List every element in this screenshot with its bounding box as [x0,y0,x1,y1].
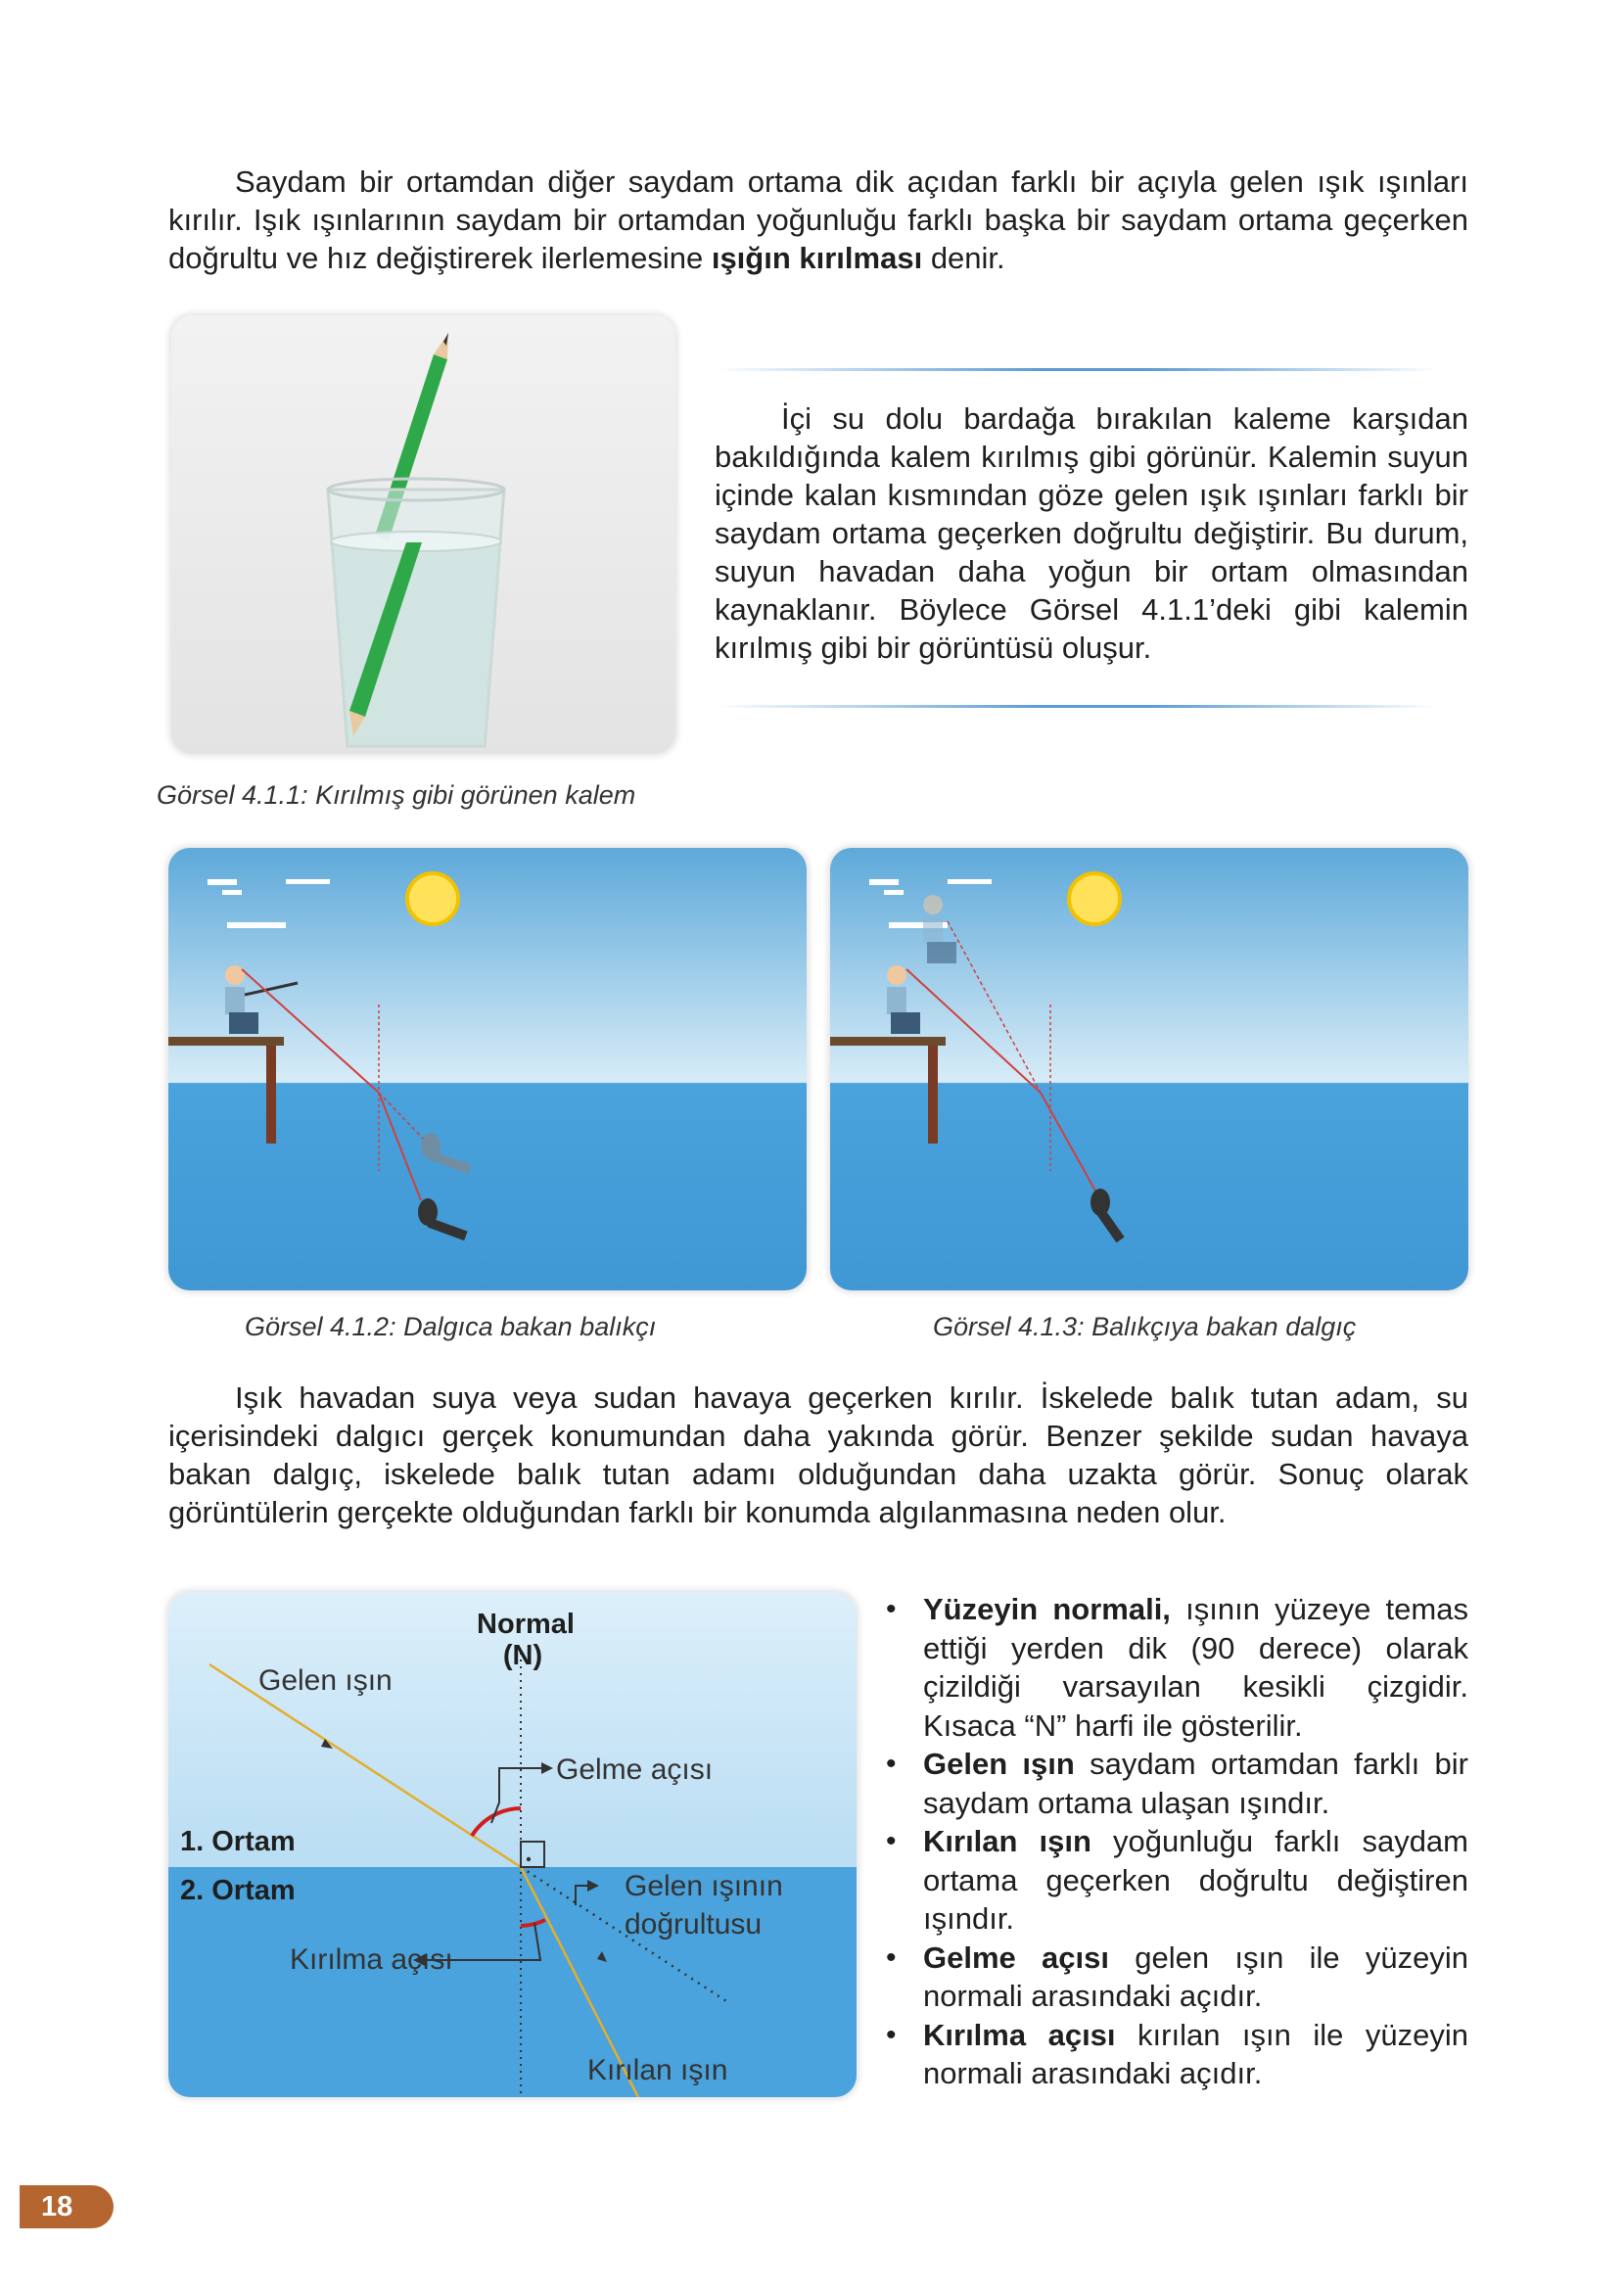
refraction-diagram [168,1592,857,2097]
medium-2-label: 2. Ortam [180,1875,296,1906]
definition-incidence-angle: • Gelme açısı gelen ışın ile yüzeyin normali arasındaki açıdır. [886,1939,1468,2016]
divider-bottom [715,705,1439,708]
definition-surface-normal: • Yüzeyin normali, ışının yüzeye temas ettiği yerden dik (90 derece) olarak çizildiği varsayılan kesikli çizgidir. Kısaca “N” harfi ile gösterilir. [886,1590,1468,1745]
key-term-kirilma: ışığın kırılması [711,241,923,275]
refracted-ray-label: Kırılan ışın [587,2054,728,2086]
figure-fisherman-looking-at-diver [168,848,807,1290]
definition-incident-ray: • Gelen ışın saydam ortamdan farklı bir saydam ortama ulaşan ışındır. [886,1745,1468,1822]
caption-figure-4-1-2: Görsel 4.1.2: Dalgıca bakan balıkçı [245,1312,657,1341]
caption-figure-4-1-1: Görsel 4.1.1: Kırılmış gibi görünen kalem [157,780,636,810]
incident-direction-label-2: doğrultusu [625,1908,763,1940]
refraction-angle-label: Kırılma açısı [290,1943,453,1976]
fisherman-scene [168,848,807,1290]
divider-top [715,368,1439,371]
figure-diver-looking-at-fisherman [830,848,1468,1290]
medium-1-label: 1. Ortam [180,1826,296,1857]
refraction-diagram-svg [168,1592,857,2097]
refraction-perception-paragraph: Işık havadan suya veya sudan havaya geçerken kırılır. İskelede balık tutan adam, su içerisindeki dalgıcı gerçek konumundan daha yakında görür. Benzer şekilde sudan havaya bakan dalgıç, iskelede balık tutan adamı olduğundan daha uzakta görür. Sonuç olarak görüntülerin gerçekte olduğundan farklı bir konumda algılanmasına neden olur. [168,1380,1468,1529]
caption-figure-4-1-3: Görsel 4.1.3: Balıkçıya bakan dalgıç [933,1312,1357,1341]
intro-paragraph: Saydam bir ortamdan diğer saydam ortama dik açıdan farklı bir açıyla gelen ışık ışınları kırılır. Işık ışınlarının saydam bir ortamdan yoğunluğu farklı başka bir saydam ortama geçerken doğrultu ve hız değiştirerek ilerlemesine ışığın kırılması denir. [168,164,1468,275]
incident-ray-label: Gelen ışın [258,1664,393,1697]
pencil-explanation-paragraph: İçi su dolu bardağa bırakılan kaleme karşıdan bakıldığında kalem kırılmış gibi görünür. Kalemin suyun içinde kalan kısmından göze gelen ışık ışınları farklı bir saydam ortama geçerken doğrultu değiştirir. Bu durum, suyun havadan daha yoğun bir ortam olmasından kaynaklanır. Böylece Görsel 4.1.1’deki gibi kalemin kırılmış gibi bir görüntüsü oluşur. [715,401,1468,665]
normal-symbol-label: (N) [502,1640,543,1671]
definition-refraction-angle: • Kırılma açısı kırılan ışın ile yüzeyin normali arasındaki açıdır. [886,2016,1468,2093]
incidence-angle-label: Gelme açısı [556,1753,714,1786]
pencil-glass-illustration [171,315,675,754]
page-number: 18 [20,2185,114,2228]
definitions-list [886,1590,1468,2093]
normal-label: Normal [477,1609,575,1640]
diver-scene [830,848,1468,1290]
definition-refracted-ray: • Kırılan ışın yoğunluğu farklı saydam ortama geçerken doğrultu değiştiren ışındır. [886,1822,1468,1939]
incident-direction-label-1: Gelen ışının [625,1870,783,1902]
figure-pencil-in-glass [171,315,675,754]
